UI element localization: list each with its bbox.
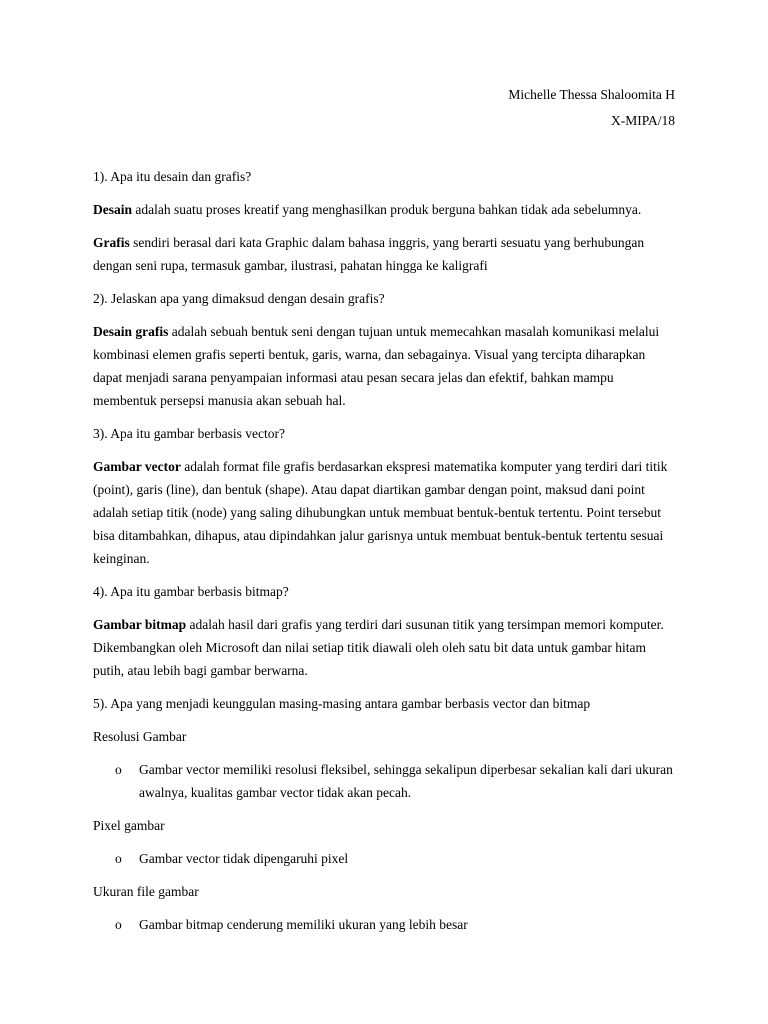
question-1: 1). Apa itu desain dan grafis?	[93, 169, 252, 184]
bullet-item-ukuran	[93, 913, 677, 936]
document-body	[93, 165, 677, 946]
answer-2	[93, 320, 677, 412]
term-desain: Desain	[93, 202, 133, 217]
answer-2-text: adalah sebuah bentuk seni dengan tujuan untuk memecahkan masalah komunikasi melalui kombinasi elemen grafis seperti bentuk, garis, warna, dan sebagainya. Visual yang tercipta diharapkan dapat menjadi sarana penyampaian informasi atau pesan secara jelas dan efektif, bahkan mampu membentuk persepsi manusia akan sebuah hal.	[93, 324, 660, 408]
answer-3-text: adalah format file grafis berdasarkan ekspresi matematika komputer yang terdiri dari titik (point), garis (line), dan bentuk (shape). Atau dapat diartikan gambar dengan point, maksud dani point adalah setiap titik (node) yang saling dihubungkan untuk membuat bentuk-bentuk tertentu. Point tersebut bisa ditambahkan, dihapus, atau dipindahkan jalur garisnya untuk membuat bentuk-bentuk tertentu sesuai keinginan.	[93, 459, 668, 566]
term-grafis: Grafis	[93, 235, 130, 250]
term-gambar-bitmap: Gambar bitmap	[93, 617, 187, 632]
answer-1b-text: sendiri berasal dari kata Graphic dalam bahasa inggris, yang berarti sesuatu yang berhubungan dengan seni rupa, termasuk gambar, ilustrasi, pahatan hingga ke kaligrafi	[93, 235, 645, 273]
bullet-marker: o	[115, 762, 122, 777]
section-heading-ukuran: Ukuran file gambar	[93, 884, 199, 899]
question-4: 4). Apa itu gambar berbasis bitmap?	[93, 584, 289, 599]
author-class: X-MIPA/18	[610, 113, 675, 128]
answer-1a	[93, 198, 677, 221]
author-name: Michelle Thessa Shaloomita H	[508, 87, 675, 102]
answer-1b	[93, 231, 677, 277]
bullet-text-ukuran: Gambar bitmap cenderung memiliki ukuran yang lebih besar	[139, 917, 468, 932]
section-heading-resolusi: Resolusi Gambar	[93, 729, 187, 744]
answer-1a-text: adalah suatu proses kreatif yang menghasilkan produk berguna bahkan tidak ada sebelumnya.	[132, 202, 642, 217]
question-2: 2). Jelaskan apa yang dimaksud dengan desain grafis?	[93, 291, 385, 306]
bullet-text-resolusi: Gambar vector memiliki resolusi fleksibel, sehingga sekalipun diperbesar sekalian kali dari ukuran awalnya, kualitas gambar vector tidak akan pecah.	[139, 762, 673, 800]
question-3: 3). Apa itu gambar berbasis vector?	[93, 426, 285, 441]
term-gambar-vector: Gambar vector	[93, 459, 181, 474]
question-5: 5). Apa yang menjadi keunggulan masing-masing antara gambar berbasis vector dan bitmap	[93, 696, 591, 711]
bullet-marker: o	[115, 917, 122, 932]
term-desain-grafis: Desain grafis	[93, 324, 169, 339]
bullet-item-resolusi	[93, 758, 677, 804]
answer-3	[93, 455, 677, 570]
bullet-text-pixel: Gambar vector tidak dipengaruhi pixel	[139, 851, 349, 866]
answer-4-text: adalah hasil dari grafis yang terdiri dari susunan titik yang tersimpan memori komputer. Dikembangkan oleh Microsoft dan nilai setiap titik diawali oleh oleh satu bit data untuk gambar hitam putih, atau lebih bagi gambar berwarna.	[93, 617, 664, 678]
section-heading-pixel: Pixel gambar	[93, 818, 165, 833]
bullet-item-pixel	[93, 847, 677, 870]
bullet-marker: o	[115, 851, 122, 866]
answer-4	[93, 613, 677, 682]
